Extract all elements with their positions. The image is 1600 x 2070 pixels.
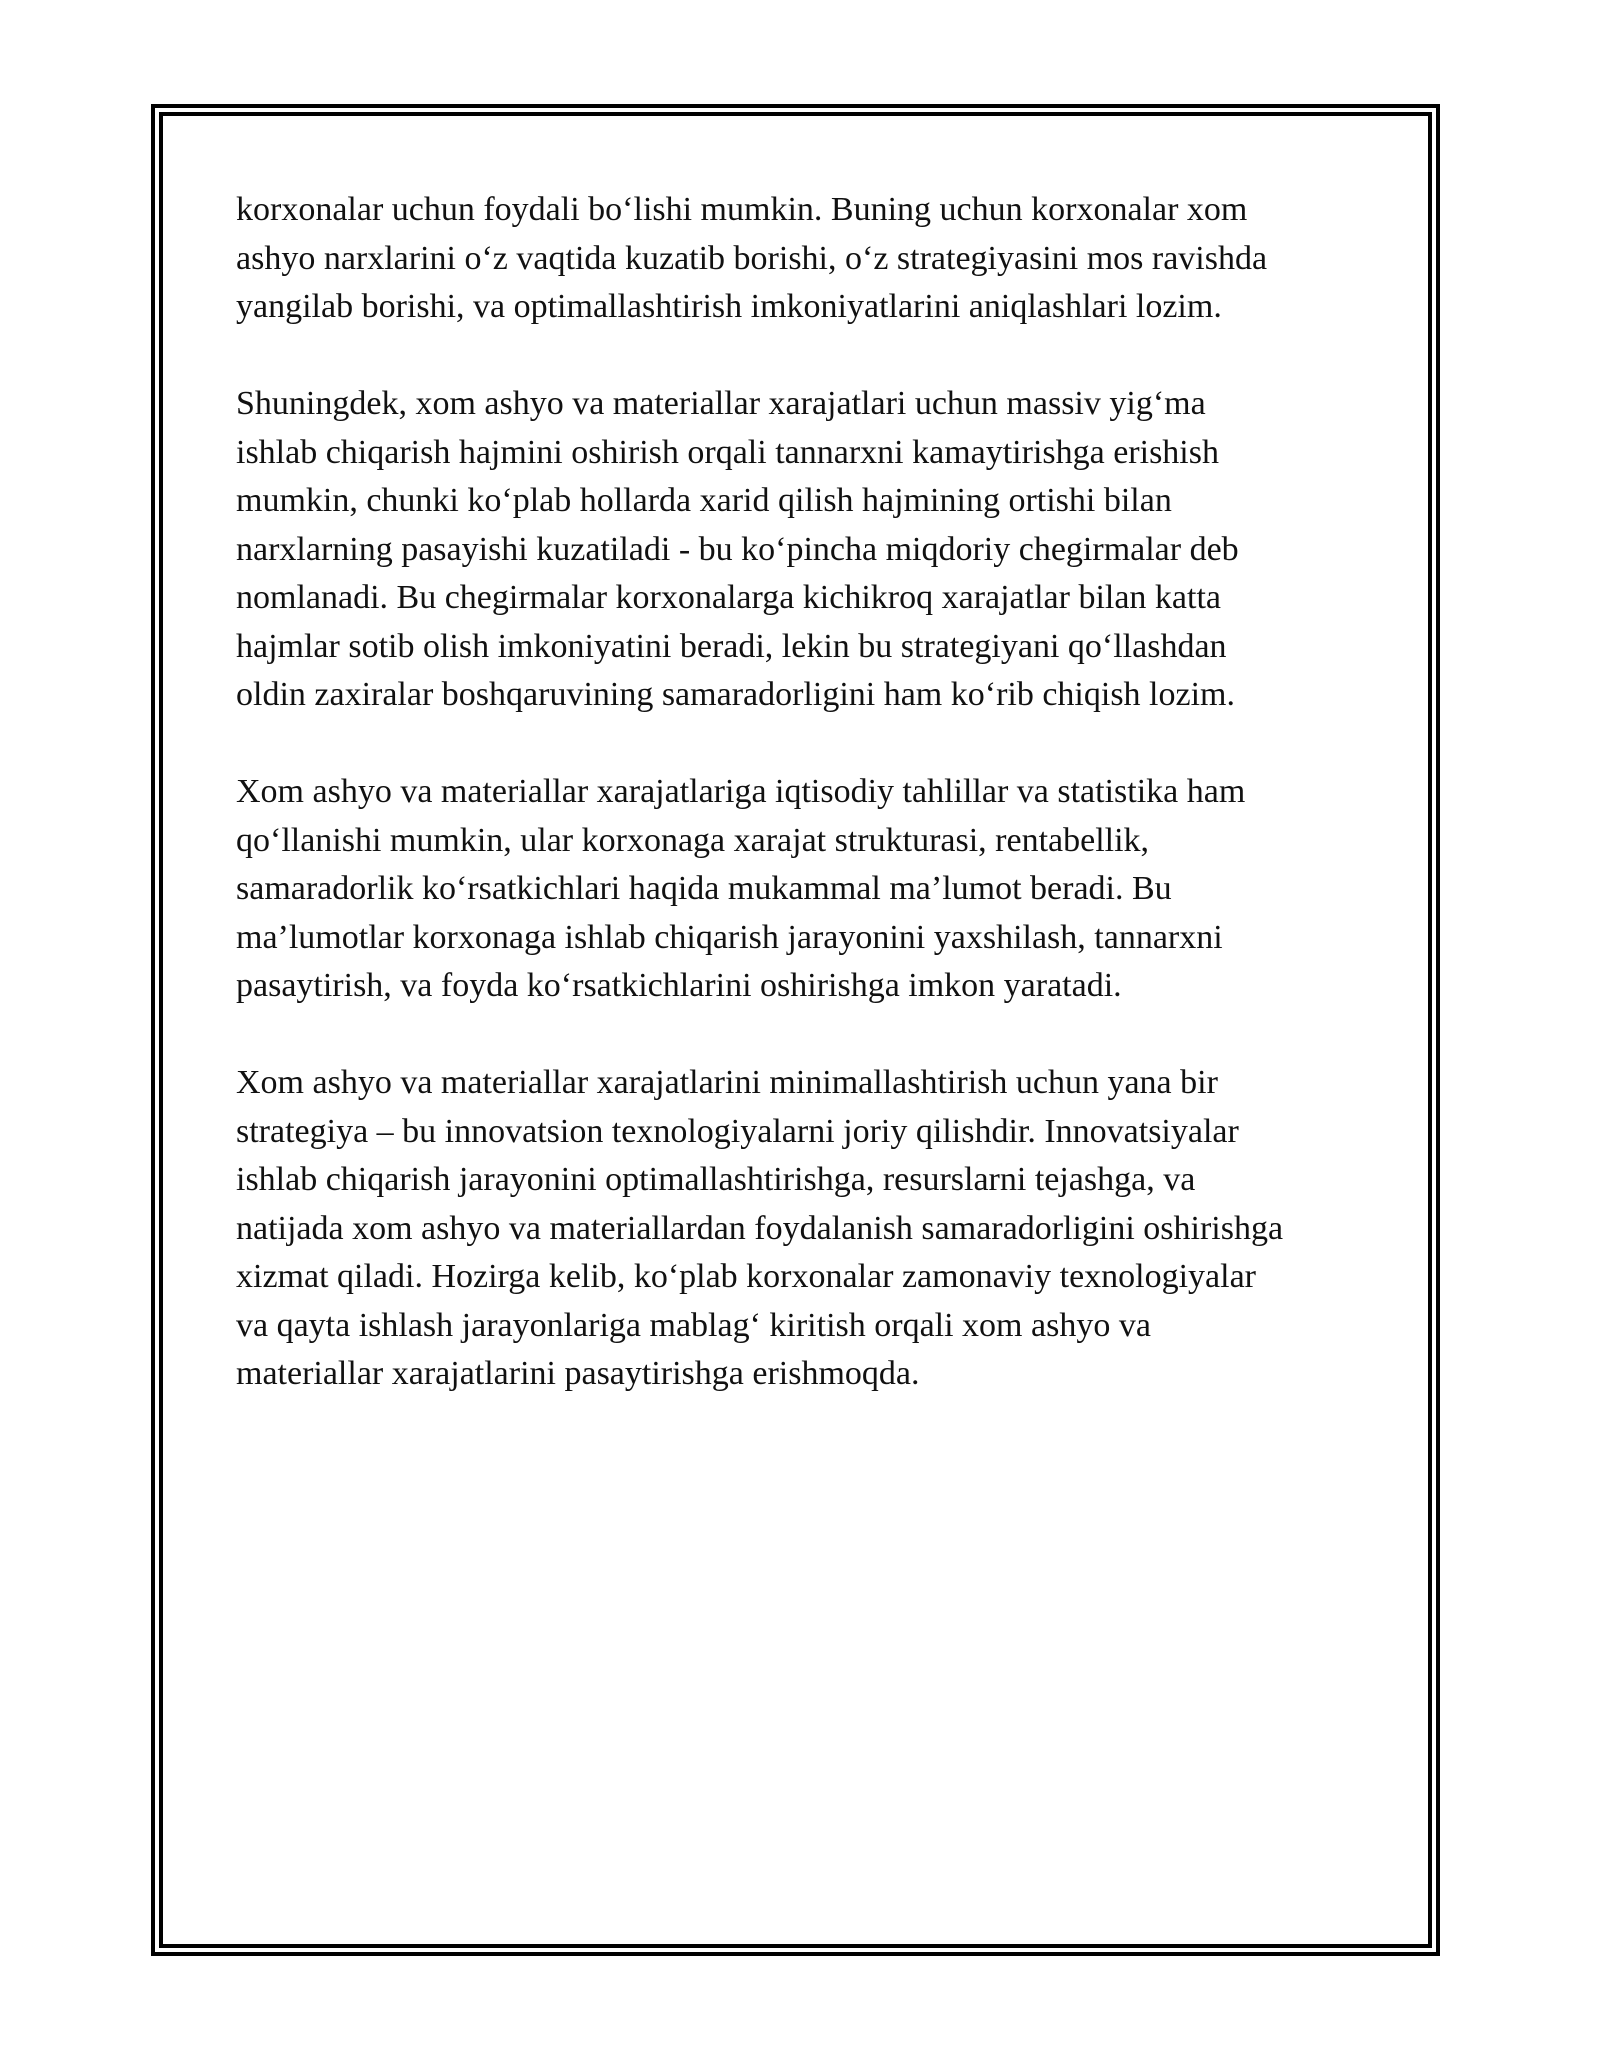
text-line: Xom ashyo va materiallar xarajatlariga iqtisodiy tahlillar va statistika ham xyxy=(236,773,1246,810)
text-line: strategiya – bu innovatsion texnologiyalarni joriy qilishdir. Innovatsiyalar xyxy=(236,1112,1239,1150)
text-line: mumkin, chunki ko‘plab hollarda xarid qilish hajmining ortishi bilan xyxy=(236,482,1172,519)
paragraph-2 xyxy=(236,380,1376,720)
paragraph-4 xyxy=(236,1059,1376,1399)
text-line: yangilab borishi, va optimallashtirish imkoniyatlarini aniqlashlari lozim. xyxy=(236,288,1222,325)
text-line: nomlanadi. Bu chegirmalar korxonalarga kichikroq xarajatlar bilan katta xyxy=(236,579,1222,616)
text-line: narxlarning pasayishi kuzatiladi - bu ko‘pincha miqdoriy chegirmalar deb xyxy=(236,530,1239,568)
text-line: Xom ashyo va materiallar xarajatlarini minimallashtirish uchun yana bir xyxy=(236,1064,1218,1101)
paragraph-spacer xyxy=(236,1011,1376,1060)
text-line: hajmlar sotib olish imkoniyatini beradi, lekin bu strategiyani qo‘llashdan xyxy=(236,627,1227,665)
text-line: ishlab chiqarish jarayonini optimallashtirishga, resurslarni tejashga, va xyxy=(236,1161,1196,1198)
text-line: samaradorlik ko‘rsatkichlari haqida mukammal ma’lumot beradi. Bu xyxy=(236,870,1172,907)
text-line: materiallar xarajatlarini pasaytirishga erishmoqda. xyxy=(236,1355,920,1392)
document-body xyxy=(236,186,1376,1399)
text-line: qo‘llanishi mumkin, ular korxonaga xarajat strukturasi, rentabellik, xyxy=(236,821,1150,859)
text-line: ishlab chiqarish hajmini oshirish orqali tannarxni kamaytirishga erishish xyxy=(236,433,1219,471)
text-line: xizmat qiladi. Hozirga kelib, ko‘plab korxonalar zamonaviy texnologiyalar xyxy=(236,1258,1256,1295)
text-line: Shuningdek, xom ashyo va materiallar xarajatlari uchun massiv yig‘ma xyxy=(236,385,1206,422)
text-line: oldin zaxiralar boshqaruvining samaradorligini ham ko‘rib chiqish lozim. xyxy=(236,676,1235,713)
text-line: va qayta ishlash jarayonlariga mablag‘ kiritish orqali xom ashyo va xyxy=(236,1306,1151,1344)
text-line: korxonalar uchun foydali bo‘lishi mumkin. Buning uchun korxonalar xom xyxy=(236,191,1248,228)
text-line: ashyo narxlarini o‘z vaqtida kuzatib borishi, o‘z strategiyasini mos ravishda xyxy=(236,239,1268,277)
text-line: ma’lumotlar korxonaga ishlab chiqarish jarayonini yaxshilash, tannarxni xyxy=(236,918,1223,956)
paragraph-spacer xyxy=(236,332,1376,381)
paragraph-spacer xyxy=(236,720,1376,769)
text-line: pasaytirish, va foyda ko‘rsatkichlarini oshirishga imkon yaratadi. xyxy=(236,967,1122,1004)
text-line: natijada xom ashyo va materiallardan foydalanish samaradorligini oshirishga xyxy=(236,1209,1284,1247)
paragraph-1 xyxy=(236,186,1376,332)
paragraph-3 xyxy=(236,768,1376,1011)
